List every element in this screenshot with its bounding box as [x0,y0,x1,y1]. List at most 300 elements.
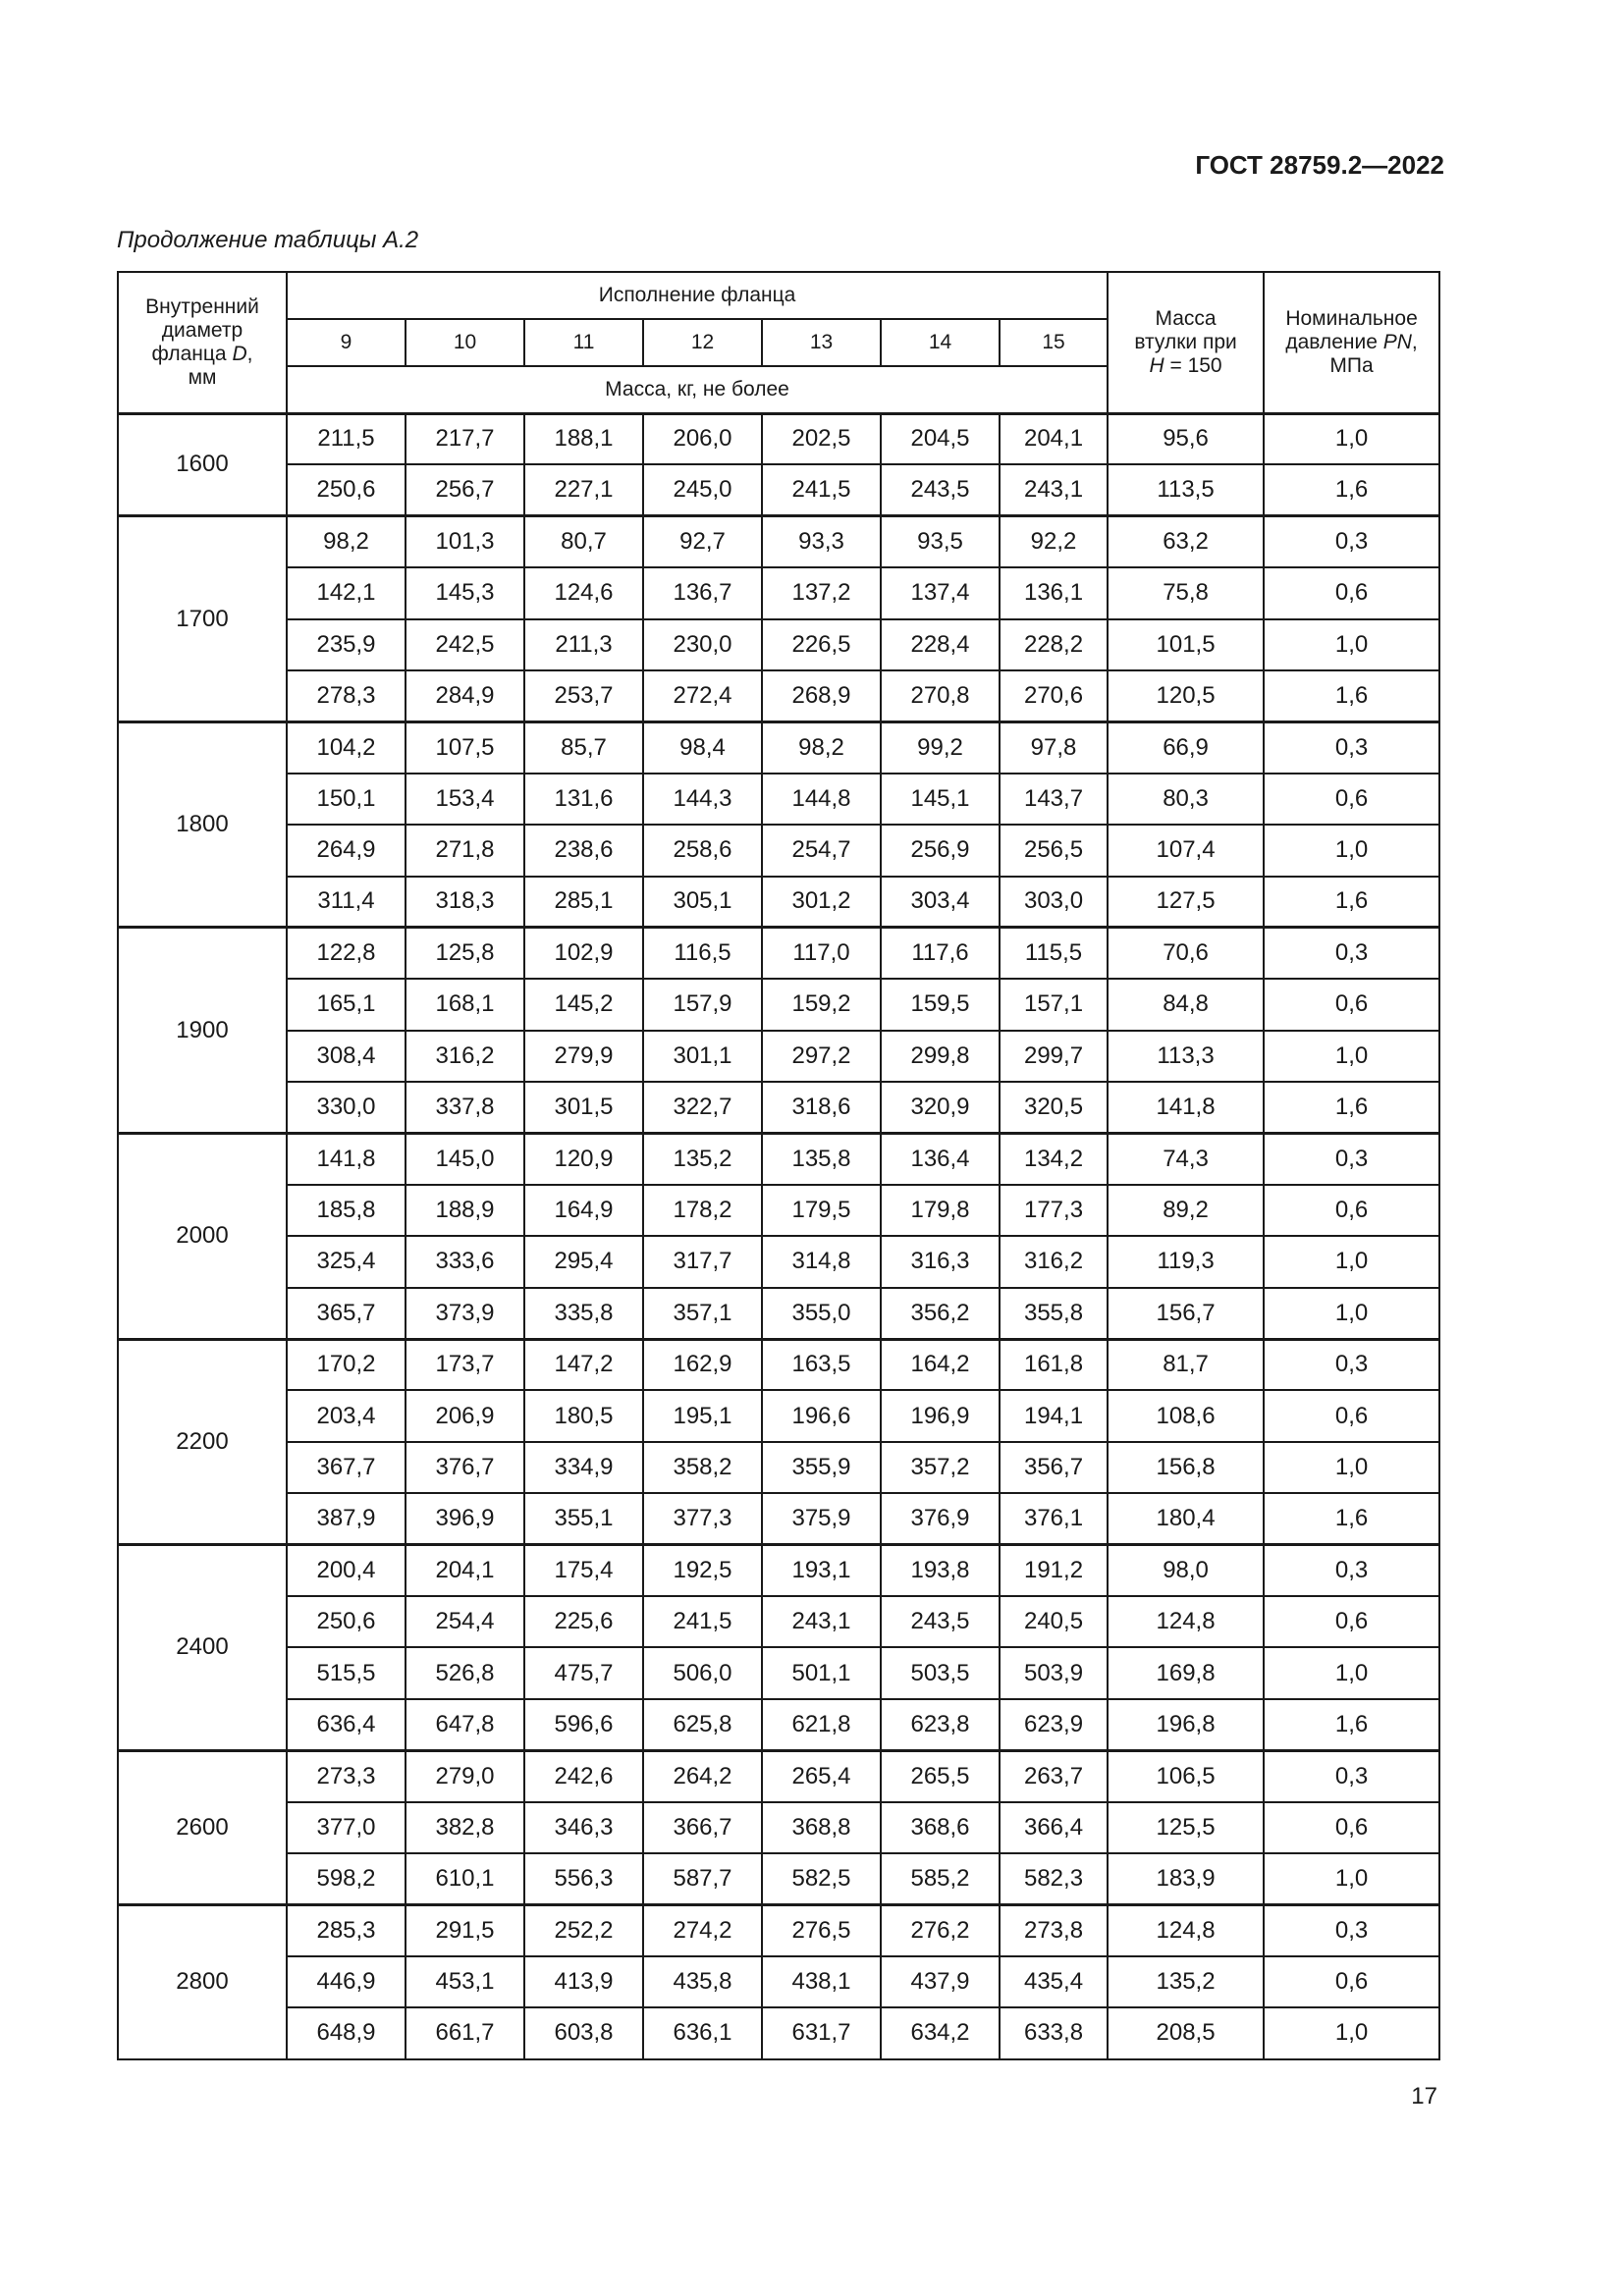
flange-mass-cell: 316,2 [1000,1236,1108,1287]
hub-mass-cell: 113,3 [1108,1031,1264,1082]
flange-mass-cell: 211,3 [524,619,643,670]
pressure-cell: 1,6 [1264,464,1439,515]
flange-mass-cell: 170,2 [287,1339,406,1390]
table-row [118,1596,1439,1647]
diameter-cell: 2600 [118,1750,287,1904]
pressure-cell: 0,3 [1264,928,1439,979]
flange-mass-cell: 258,6 [643,825,762,876]
flange-mass-cell: 506,0 [643,1647,762,1698]
flange-mass-cell: 316,3 [881,1236,1000,1287]
hub-mass-cell: 156,7 [1108,1288,1264,1339]
flange-mass-cell: 93,3 [762,516,881,567]
flange-mass-cell: 316,2 [406,1031,524,1082]
flange-mass-cell: 301,1 [643,1031,762,1082]
table-row [118,1545,1439,1596]
flange-mass-cell: 136,7 [643,567,762,618]
pressure-cell: 1,6 [1264,1493,1439,1544]
flange-mass-cell: 191,2 [1000,1545,1108,1596]
flange-mass-cell: 226,5 [762,619,881,670]
hub-mass-cell: 183,9 [1108,1853,1264,1904]
flange-mass-cell: 188,1 [524,413,643,464]
flange-mass-cell: 144,3 [643,774,762,825]
table-row [118,464,1439,515]
pressure-cell: 0,6 [1264,979,1439,1030]
flange-mass-cell: 335,8 [524,1288,643,1339]
flange-mass-cell: 117,0 [762,928,881,979]
flange-mass-cell: 115,5 [1000,928,1108,979]
hub-mass-cell: 196,8 [1108,1699,1264,1750]
flange-mass-cell: 355,8 [1000,1288,1108,1339]
flange-mass-cell: 276,2 [881,1904,1000,1955]
flange-mass-cell: 196,9 [881,1390,1000,1441]
flange-mass-cell: 196,6 [762,1390,881,1441]
flange-mass-cell: 164,2 [881,1339,1000,1390]
flange-mass-cell: 250,6 [287,1596,406,1647]
flange-mass-cell: 228,4 [881,619,1000,670]
flange-mass-cell: 357,2 [881,1442,1000,1493]
flange-mass-cell: 297,2 [762,1031,881,1082]
flange-mass-cell: 145,2 [524,979,643,1030]
page-number: 17 [1411,2083,1437,2109]
flange-mass-cell: 373,9 [406,1288,524,1339]
pressure-cell: 1,0 [1264,1853,1439,1904]
flange-mass-cell: 162,9 [643,1339,762,1390]
flange-mass-cell: 193,8 [881,1545,1000,1596]
flange-mass-cell: 125,8 [406,928,524,979]
diameter-cell: 1800 [118,721,287,928]
hub-mass-cell: 63,2 [1108,516,1264,567]
pressure-cell: 0,3 [1264,721,1439,773]
flange-mass-cell: 446,9 [287,1956,406,2007]
flange-mass-cell: 243,1 [1000,464,1108,515]
flange-mass-cell: 503,9 [1000,1647,1108,1698]
table-row [118,877,1439,928]
pressure-cell: 0,3 [1264,1133,1439,1184]
flange-mass-cell: 295,4 [524,1236,643,1287]
flange-mass-cell: 93,5 [881,516,1000,567]
flange-mass-cell: 194,1 [1000,1390,1108,1441]
hub-mass-cell: 106,5 [1108,1750,1264,1801]
flange-mass-cell: 661,7 [406,2007,524,2058]
flange-mass-cell: 358,2 [643,1442,762,1493]
flange-mass-cell: 136,1 [1000,567,1108,618]
flange-mass-cell: 587,7 [643,1853,762,1904]
flange-mass-cell: 270,8 [881,670,1000,721]
flange-mass-cell: 636,4 [287,1699,406,1750]
flange-mass-cell: 333,6 [406,1236,524,1287]
pressure-cell: 0,6 [1264,1596,1439,1647]
flange-mass-cell: 264,2 [643,1750,762,1801]
flange-mass-cell: 582,5 [762,1853,881,1904]
flange-mass-cell: 97,8 [1000,721,1108,773]
flange-mass-cell: 382,8 [406,1802,524,1853]
flange-mass-cell: 367,7 [287,1442,406,1493]
flange-mass-cell: 330,0 [287,1082,406,1133]
table-row [118,1185,1439,1236]
flange-mass-cell: 254,7 [762,825,881,876]
pressure-cell: 0,6 [1264,774,1439,825]
hub-mass-cell: 80,3 [1108,774,1264,825]
flange-mass-cell: 243,1 [762,1596,881,1647]
table-row [118,1133,1439,1184]
flange-mass-cell: 80,7 [524,516,643,567]
hub-mass-cell: 208,5 [1108,2007,1264,2058]
flange-mass-cell: 623,9 [1000,1699,1108,1750]
flange-mass-cell: 356,2 [881,1288,1000,1339]
flange-mass-cell: 157,9 [643,979,762,1030]
table-row [118,413,1439,464]
flange-mass-cell: 376,1 [1000,1493,1108,1544]
flange-mass-cell: 355,1 [524,1493,643,1544]
flange-mass-cell: 117,6 [881,928,1000,979]
flange-mass-cell: 285,3 [287,1904,406,1955]
header-nominal-pressure: Номинальное давление PN, МПа [1264,272,1439,413]
pressure-cell: 1,0 [1264,1647,1439,1698]
flange-mass-cell: 217,7 [406,413,524,464]
flange-mass-cell: 437,9 [881,1956,1000,2007]
flange-mass-cell: 242,6 [524,1750,643,1801]
hub-mass-cell: 81,7 [1108,1339,1264,1390]
flange-mass-cell: 337,8 [406,1082,524,1133]
hub-mass-cell: 98,0 [1108,1545,1264,1596]
hub-mass-cell: 113,5 [1108,464,1264,515]
flange-mass-cell: 177,3 [1000,1185,1108,1236]
hub-mass-cell: 124,8 [1108,1596,1264,1647]
table-row [118,619,1439,670]
flange-mass-cell: 137,4 [881,567,1000,618]
flange-mass-cell: 180,5 [524,1390,643,1441]
flange-mass-cell: 356,7 [1000,1442,1108,1493]
flange-mass-cell: 375,9 [762,1493,881,1544]
diameter-cell: 1700 [118,516,287,722]
flange-mass-cell: 98,2 [287,516,406,567]
hub-mass-cell: 108,6 [1108,1390,1264,1441]
flange-mass-cell: 271,8 [406,825,524,876]
hub-mass-cell: 70,6 [1108,928,1264,979]
pressure-cell: 1,6 [1264,877,1439,928]
flange-mass-cell: 318,6 [762,1082,881,1133]
flange-mass-cell: 272,4 [643,670,762,721]
flange-mass-cell: 85,7 [524,721,643,773]
pressure-cell: 0,6 [1264,1390,1439,1441]
flange-mass-cell: 101,3 [406,516,524,567]
flange-mass-cell: 355,0 [762,1288,881,1339]
flange-mass-cell: 145,3 [406,567,524,618]
hub-mass-cell: 75,8 [1108,567,1264,618]
header-execution-number: 12 [643,319,762,366]
pressure-cell: 1,0 [1264,619,1439,670]
table-row [118,1853,1439,1904]
flange-mass-cell: 211,5 [287,413,406,464]
flange-mass-cell: 161,8 [1000,1339,1108,1390]
flange-mass-cell: 144,8 [762,774,881,825]
table-row [118,1288,1439,1339]
table-row [118,567,1439,618]
hub-mass-cell: 127,5 [1108,877,1264,928]
flange-mass-cell: 179,8 [881,1185,1000,1236]
flange-mass-cell: 204,1 [1000,413,1108,464]
flange-mass-cell: 173,7 [406,1339,524,1390]
flange-mass-cell: 396,9 [406,1493,524,1544]
flange-mass-cell: 346,3 [524,1802,643,1853]
hub-mass-cell: 120,5 [1108,670,1264,721]
pressure-cell: 1,0 [1264,1288,1439,1339]
flange-mass-cell: 256,5 [1000,825,1108,876]
pressure-cell: 0,3 [1264,1545,1439,1596]
flange-mass-cell: 276,5 [762,1904,881,1955]
header-flange-execution: Исполнение фланца [287,272,1108,319]
flange-mass-cell: 192,5 [643,1545,762,1596]
flange-mass-cell: 625,8 [643,1699,762,1750]
flange-mass-cell: 366,7 [643,1802,762,1853]
table-row [118,1802,1439,1853]
flange-mass-cell: 124,6 [524,567,643,618]
table-row [118,774,1439,825]
flange-mass-cell: 314,8 [762,1236,881,1287]
flange-mass-cell: 206,9 [406,1390,524,1441]
flange-mass-cell: 596,6 [524,1699,643,1750]
flange-mass-cell: 157,1 [1000,979,1108,1030]
diameter-cell: 2800 [118,1904,287,2058]
flange-mass-cell: 204,1 [406,1545,524,1596]
flange-mass-cell: 301,2 [762,877,881,928]
flange-mass-cell: 238,6 [524,825,643,876]
flange-mass-cell: 120,9 [524,1133,643,1184]
pressure-cell: 1,0 [1264,825,1439,876]
flange-mass-cell: 99,2 [881,721,1000,773]
flange-mass-cell: 159,2 [762,979,881,1030]
pressure-cell: 0,3 [1264,1904,1439,1955]
flange-mass-cell: 150,1 [287,774,406,825]
table-row [118,1956,1439,2007]
flange-mass-cell: 159,5 [881,979,1000,1030]
hub-mass-cell: 180,4 [1108,1493,1264,1544]
table-row [118,1699,1439,1750]
table-row [118,825,1439,876]
flange-mass-cell: 145,0 [406,1133,524,1184]
flange-mass-cell: 107,5 [406,721,524,773]
hub-mass-cell: 107,4 [1108,825,1264,876]
flange-mass-cell: 365,7 [287,1288,406,1339]
flange-mass-cell: 647,8 [406,1699,524,1750]
flange-mass-cell: 102,9 [524,928,643,979]
header-execution-number: 9 [287,319,406,366]
flange-mass-cell: 274,2 [643,1904,762,1955]
flange-mass-cell: 116,5 [643,928,762,979]
hub-mass-cell: 74,3 [1108,1133,1264,1184]
table-row [118,1236,1439,1287]
table-row [118,1031,1439,1082]
table-body [118,413,1439,2059]
flange-mass-cell: 334,9 [524,1442,643,1493]
flange-mass-cell: 582,3 [1000,1853,1108,1904]
pressure-cell: 1,0 [1264,1236,1439,1287]
hub-mass-cell: 95,6 [1108,413,1264,464]
flange-mass-cell: 188,9 [406,1185,524,1236]
hub-mass-cell: 125,5 [1108,1802,1264,1853]
header-mass-note: Масса, кг, не более [287,366,1108,413]
hub-mass-cell: 101,5 [1108,619,1264,670]
flange-mass-cell: 185,8 [287,1185,406,1236]
flange-mass-cell: 377,3 [643,1493,762,1544]
flange-mass-cell: 273,3 [287,1750,406,1801]
flange-mass-cell: 623,8 [881,1699,1000,1750]
flange-mass-cell: 241,5 [762,464,881,515]
flange-mass-cell: 137,2 [762,567,881,618]
flange-mass-cell: 92,2 [1000,516,1108,567]
flange-mass-cell: 163,5 [762,1339,881,1390]
flange-mass-cell: 250,6 [287,464,406,515]
flange-mass-cell: 243,5 [881,464,1000,515]
flange-mass-cell: 291,5 [406,1904,524,1955]
hub-mass-cell: 66,9 [1108,721,1264,773]
flange-mass-cell: 225,6 [524,1596,643,1647]
table-row [118,721,1439,773]
flange-mass-cell: 253,7 [524,670,643,721]
flange-mass-cell: 131,6 [524,774,643,825]
table-row [118,1442,1439,1493]
flange-mass-cell: 270,6 [1000,670,1108,721]
pressure-cell: 1,6 [1264,1082,1439,1133]
hub-mass-cell: 119,3 [1108,1236,1264,1287]
hub-mass-cell: 124,8 [1108,1904,1264,1955]
flange-mass-cell: 265,5 [881,1750,1000,1801]
pressure-cell: 1,6 [1264,1699,1439,1750]
flange-mass-cell: 228,2 [1000,619,1108,670]
flange-mass-cell: 264,9 [287,825,406,876]
flange-mass-cell: 355,9 [762,1442,881,1493]
flange-mass-cell: 141,8 [287,1133,406,1184]
flange-mass-cell: 178,2 [643,1185,762,1236]
flange-mass-cell: 303,4 [881,877,1000,928]
flange-mass-cell: 98,4 [643,721,762,773]
flange-mass-cell: 245,0 [643,464,762,515]
flange-mass-cell: 308,4 [287,1031,406,1082]
flange-mass-cell: 202,5 [762,413,881,464]
flange-mass-cell: 631,7 [762,2007,881,2058]
flange-mass-cell: 453,1 [406,1956,524,2007]
flange-mass-cell: 195,1 [643,1390,762,1441]
table-row [118,1339,1439,1390]
flange-mass-cell: 621,8 [762,1699,881,1750]
pressure-cell: 0,6 [1264,567,1439,618]
pressure-cell: 1,0 [1264,1031,1439,1082]
flange-mass-cell: 413,9 [524,1956,643,2007]
flange-mass-cell: 279,0 [406,1750,524,1801]
flange-mass-cell: 273,8 [1000,1904,1108,1955]
hub-mass-cell: 135,2 [1108,1956,1264,2007]
pressure-cell: 1,6 [1264,670,1439,721]
flange-mass-cell: 636,1 [643,2007,762,2058]
flange-mass-cell: 98,2 [762,721,881,773]
flange-mass-cell: 368,6 [881,1802,1000,1853]
header-execution-number: 10 [406,319,524,366]
flange-mass-cell: 515,5 [287,1647,406,1698]
flange-mass-cell: 230,0 [643,619,762,670]
flange-mass-cell: 556,3 [524,1853,643,1904]
table-row [118,2007,1439,2058]
flange-mass-cell: 299,8 [881,1031,1000,1082]
flange-mass-cell: 305,1 [643,877,762,928]
flange-mass-cell: 252,2 [524,1904,643,1955]
header-hub-mass: Масса втулки при H = 150 [1108,272,1264,413]
flange-mass-cell: 203,4 [287,1390,406,1441]
table-row [118,1647,1439,1698]
flange-mass-cell: 303,0 [1000,877,1108,928]
flange-mass-cell: 147,2 [524,1339,643,1390]
flange-mass-cell: 376,7 [406,1442,524,1493]
table-row [118,979,1439,1030]
flange-mass-cell: 648,9 [287,2007,406,2058]
flange-mass-cell: 325,4 [287,1236,406,1287]
table-row [118,516,1439,567]
pressure-cell: 1,0 [1264,413,1439,464]
flange-mass-cell: 92,7 [643,516,762,567]
table-row [118,670,1439,721]
flange-mass-cell: 322,7 [643,1082,762,1133]
pressure-cell: 0,3 [1264,1339,1439,1390]
flange-mass-cell: 299,7 [1000,1031,1108,1082]
flange-mass-cell: 435,8 [643,1956,762,2007]
flange-mass-cell: 263,7 [1000,1750,1108,1801]
flange-mass-cell: 278,3 [287,670,406,721]
flange-mass-cell: 317,7 [643,1236,762,1287]
pressure-cell: 1,0 [1264,2007,1439,2058]
flange-mass-cell: 435,4 [1000,1956,1108,2007]
flange-mass-cell: 526,8 [406,1647,524,1698]
flange-mass-cell: 134,2 [1000,1133,1108,1184]
hub-mass-cell: 89,2 [1108,1185,1264,1236]
pressure-cell: 0,3 [1264,1750,1439,1801]
flange-mass-cell: 179,5 [762,1185,881,1236]
flange-mass-cell: 254,4 [406,1596,524,1647]
header-execution-number: 15 [1000,319,1108,366]
hub-mass-cell: 141,8 [1108,1082,1264,1133]
diameter-cell: 1900 [118,928,287,1134]
flange-mass-cell: 175,4 [524,1545,643,1596]
flange-mass-cell: 240,5 [1000,1596,1108,1647]
flange-mass-cell: 135,2 [643,1133,762,1184]
flange-mass-cell: 143,7 [1000,774,1108,825]
header-execution-number: 13 [762,319,881,366]
header-execution-number: 14 [881,319,1000,366]
flange-mass-cell: 242,5 [406,619,524,670]
flange-mass-cell: 438,1 [762,1956,881,2007]
diameter-cell: 2000 [118,1133,287,1339]
flange-mass-cell: 387,9 [287,1493,406,1544]
flange-mass-cell: 136,4 [881,1133,1000,1184]
pressure-cell: 0,6 [1264,1802,1439,1853]
table-row [118,1750,1439,1801]
table-row [118,1390,1439,1441]
flange-mass-cell: 243,5 [881,1596,1000,1647]
flange-mass-cell: 501,1 [762,1647,881,1698]
header-execution-number: 11 [524,319,643,366]
flange-mass-cell: 279,9 [524,1031,643,1082]
flange-mass-cell: 153,4 [406,774,524,825]
flange-mass-table [117,271,1440,2060]
header-inner-diameter: Внутренний диаметр фланца D, мм [118,272,287,413]
flange-mass-cell: 256,7 [406,464,524,515]
flange-mass-cell: 145,1 [881,774,1000,825]
flange-mass-cell: 135,8 [762,1133,881,1184]
flange-mass-cell: 285,1 [524,877,643,928]
flange-mass-cell: 204,5 [881,413,1000,464]
flange-mass-cell: 164,9 [524,1185,643,1236]
flange-mass-cell: 256,9 [881,825,1000,876]
flange-mass-cell: 200,4 [287,1545,406,1596]
diameter-cell: 1600 [118,413,287,516]
